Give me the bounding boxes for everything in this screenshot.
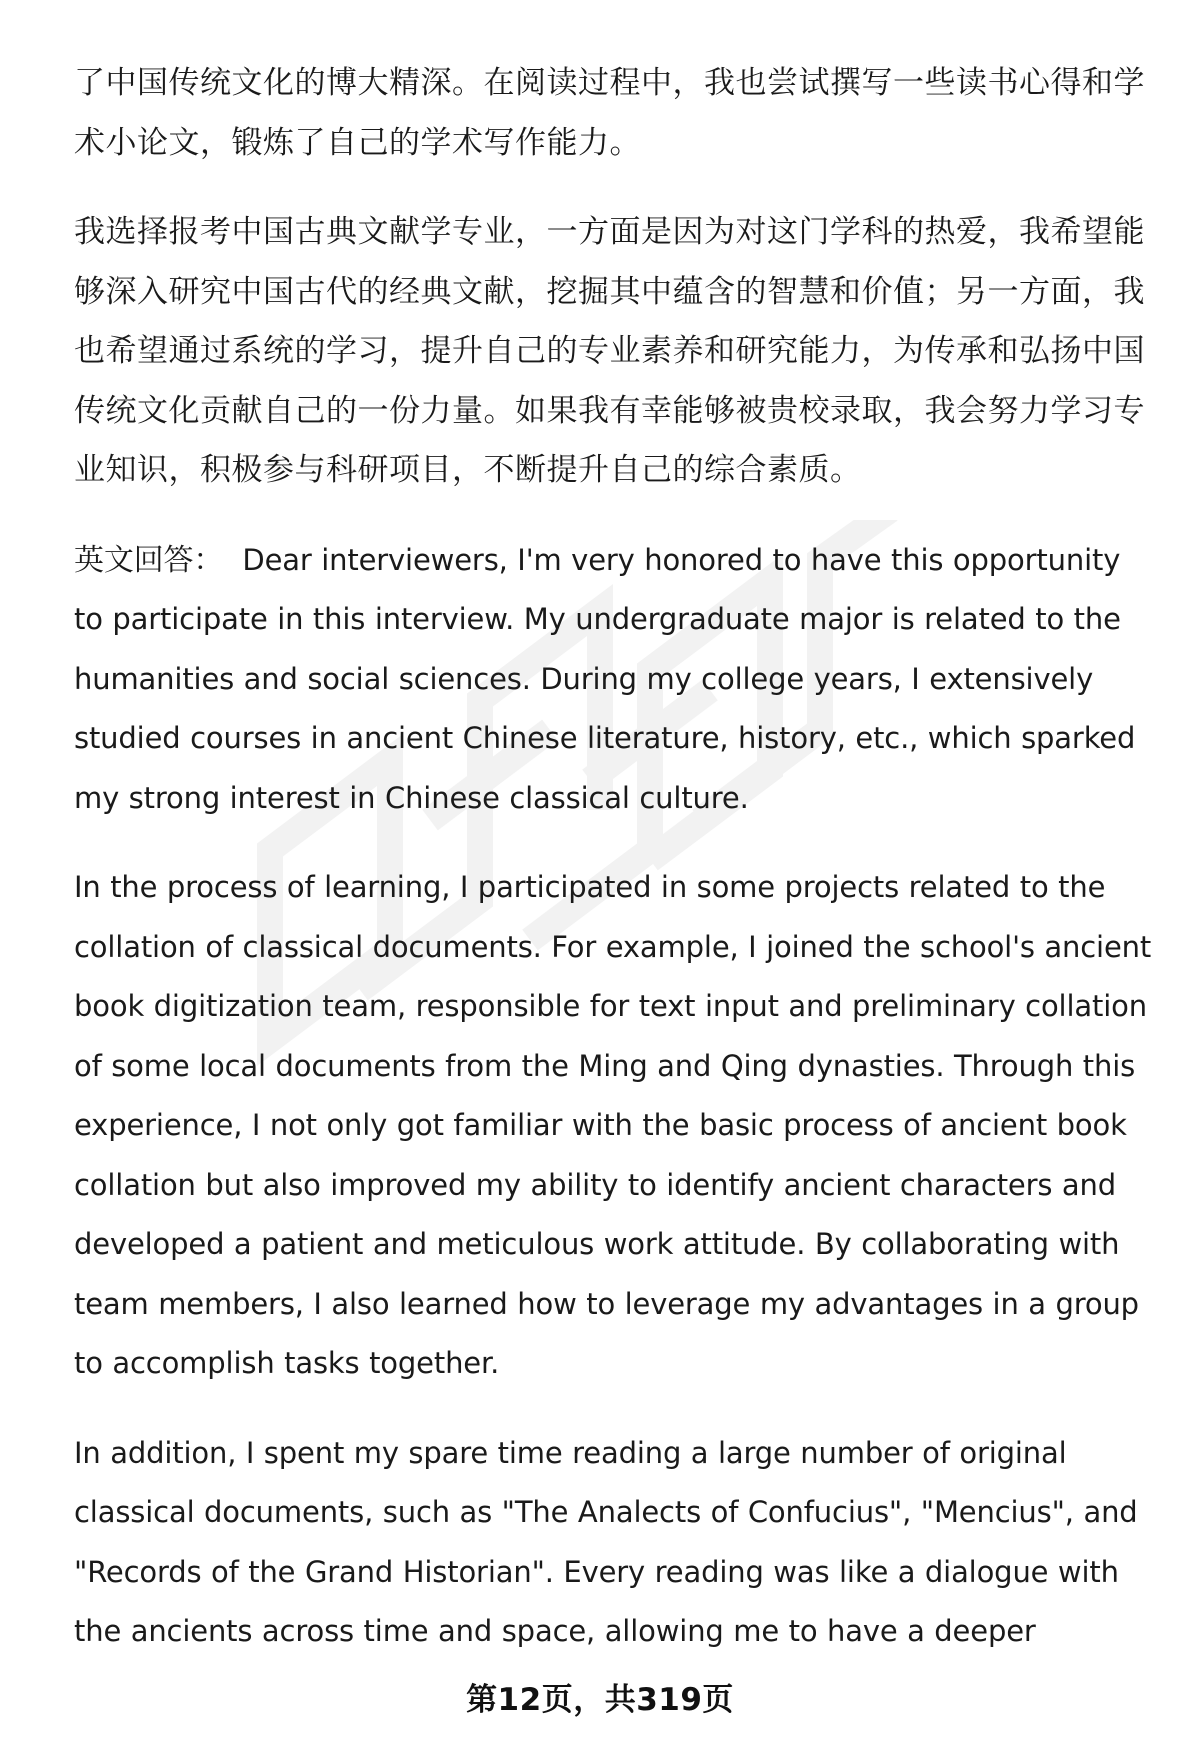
document-body	[74, 54, 1154, 1662]
paragraph-3-text: Dear interviewers, I'm very honored to have this opportunity to participate in this interview. My undergraduate major is related to the humanities and social sciences. During my college years, I extensively studied courses in ancient Chinese literature, history, etc., which sparked my strong interest in Chinese classical culture.	[74, 542, 1136, 815]
paragraph-4: In the process of learning, I participated in some projects related to the collation of classical documents. For example, I joined the school's ancient book digitization team, responsible for text input and preliminary collation of some local documents from the Ming and Qing dynasties. Through this experience, I not only got familiar with the basic process of ancient book collation but also improved my ability to identify ancient characters and developed a patient and meticulous work attitude. By collaborating with team members, I also learned how to leverage my advantages in a group to accomplish tasks together.	[74, 870, 1152, 1380]
paragraph-2: 我选择报考中国古典文献学专业，一方面是因为对这门学科的热爱，我希望能够深入研究中国古代的经典文献，挖掘其中蕴含的智慧和价值；另一方面，我也希望通过系统的学习，提升自己的专业素养和研究能力，为传承和弘扬中国传统文化贡献自己的一份力量。如果我有幸能够被贵校录取，我会努力学习专业知识，积极参与科研项目，不断提升自己的综合素质。	[74, 214, 1145, 488]
paragraph-3	[74, 531, 1154, 829]
page-number-footer: 第12页，共319页	[466, 1682, 734, 1718]
answer-label: 英文回答：	[74, 542, 224, 578]
paragraph-5: In addition, I spent my spare time reading a large number of original classical documents, such as "The Analects of Confucius", "Mencius", and "Records of the Grand Historian". Every reading was like a dialogue with the ancients across time and space, allowing me to have a deeper	[74, 1435, 1138, 1648]
paragraph-1: 了中国传统文化的博大精深。在阅读过程中，我也尝试撰写一些读书心得和学术小论文，锻炼了自己的学术写作能力。	[74, 65, 1145, 161]
